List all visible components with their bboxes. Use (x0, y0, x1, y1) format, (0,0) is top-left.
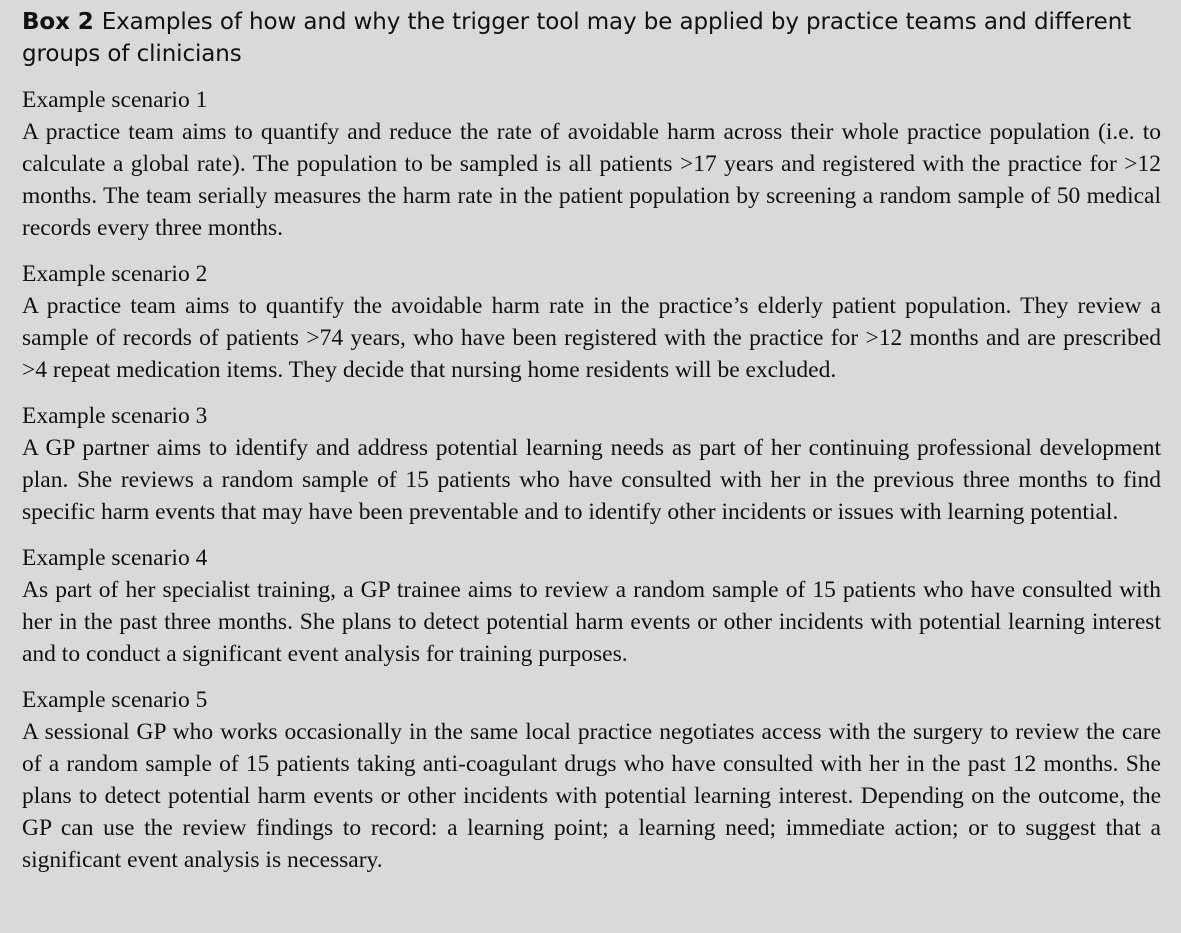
scenario-1 (22, 84, 1161, 244)
box-label: Box 2 (22, 9, 94, 35)
box-title: Examples of how and why the trigger tool may be applied by practice teams and different groups of clinicians (22, 9, 1132, 67)
scenario-text: As part of her specialist training, a GP trainee aims to review a random sample of 15 patients who have consulted with her in the past three months. She plans to detect potential harm events or other incidents with potential learning interest and to conduct a significant event analysis for training purposes. (22, 577, 1161, 667)
scenario-3 (22, 400, 1161, 528)
scenario-title: Example scenario 1 (22, 87, 208, 113)
scenario-4 (22, 542, 1161, 670)
scenario-title: Example scenario 4 (22, 545, 208, 571)
scenario-title: Example scenario 5 (22, 687, 208, 713)
scenario-text: A GP partner aims to identify and address potential learning needs as part of her continuing professional development plan. She reviews a random sample of 15 patients who have consulted with her in the previous three months to find specific harm events that may have been preventable and to identify other incidents or issues with learning potential. (22, 435, 1161, 525)
scenario-text: A practice team aims to quantify the avoidable harm rate in the practice’s elderly patient population. They review a sample of records of patients >74 years, who have been registered with the practice for >12 months and are prescribed >4 repeat medication items. They decide that nursing home residents will be excluded. (22, 293, 1161, 383)
scenario-2 (22, 258, 1161, 386)
scenario-text: A sessional GP who works occasionally in the same local practice negotiates access with the surgery to review the care of a random sample of 15 patients taking anti-coagulant drugs who have consulted with her in the past 12 months. She plans to detect potential harm events or other incidents with potential learning interest. Depending on the outcome, the GP can use the review findings to record: a learning point; a learning need; immediate action; or to suggest that a significant event analysis is necessary. (22, 719, 1161, 873)
scenario-title: Example scenario 2 (22, 261, 208, 287)
box-heading (22, 6, 1161, 70)
scenario-5 (22, 684, 1161, 876)
scenario-text: A practice team aims to quantify and reduce the rate of avoidable harm across their whole practice population (i.e. to calculate a global rate). The population to be sampled is all patients >17 years and registered with the practice for >12 months. The team serially measures the harm rate in the patient population by screening a random sample of 50 medical records every three months. (22, 119, 1161, 241)
scenario-title: Example scenario 3 (22, 403, 208, 429)
